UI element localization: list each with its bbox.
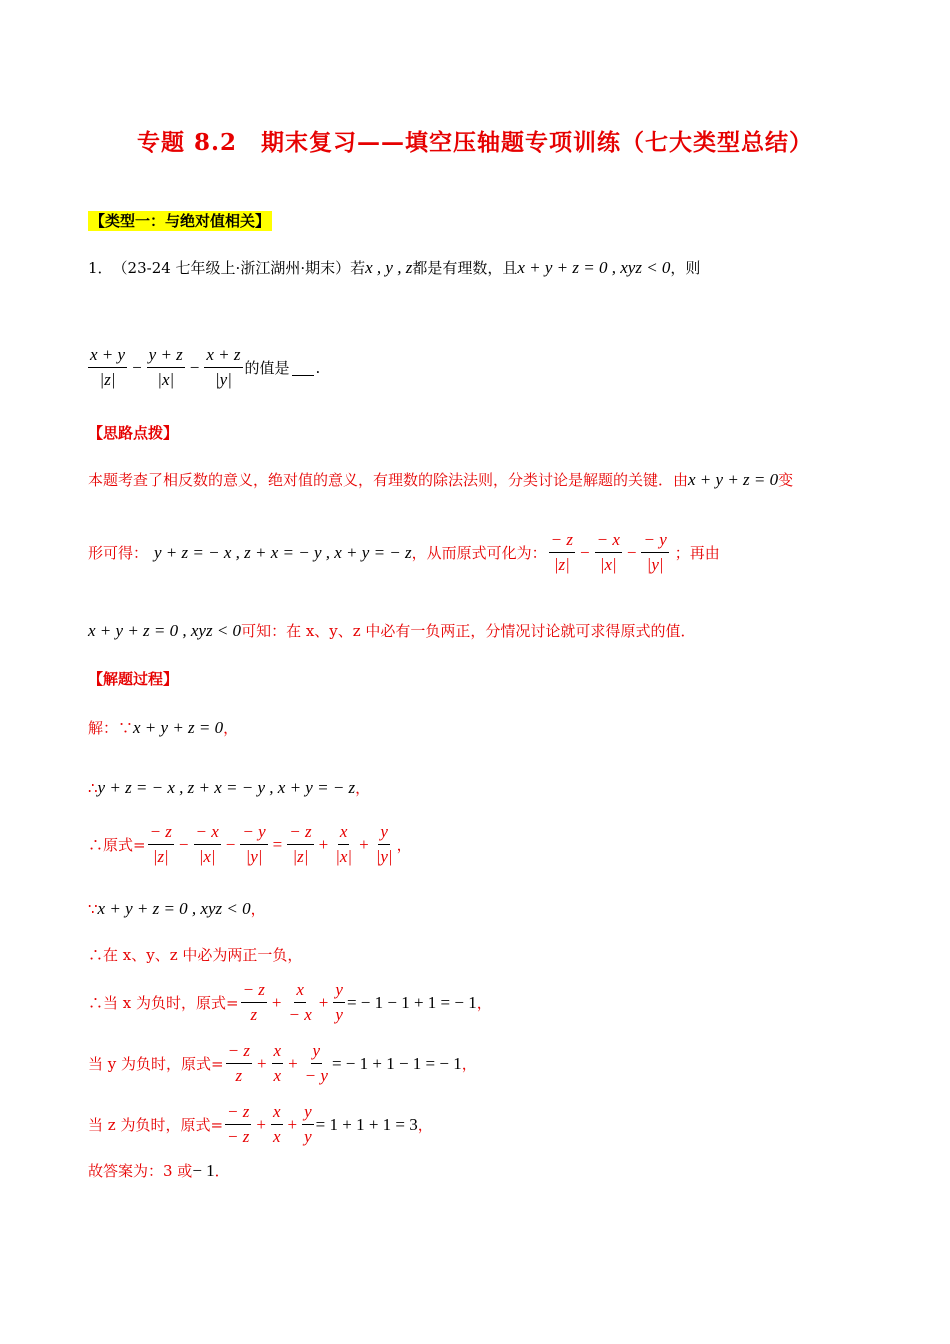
case-result: = 1 + 1 + 1 = 3 (315, 1114, 418, 1134)
solution-heading: 【解题过程】 (88, 670, 179, 688)
minus-sign: − (225, 834, 236, 854)
fraction: $\frac{x}{x}$ (273, 1041, 282, 1085)
hint-text-end: 变 (778, 471, 794, 489)
problem-tail: 的值是 (244, 359, 290, 377)
solution-step-1 (88, 717, 238, 738)
equals-sign: = (272, 834, 283, 854)
answer-value: − 1 (192, 1160, 215, 1180)
fraction: $\frac{y + z}{|x|}$ (148, 345, 183, 389)
case-result: = − 1 − 1 + 1 = − 1 (346, 992, 477, 1012)
fraction: $\frac{- z}{|z|}$ (550, 530, 573, 574)
fraction: $\frac{- x}{|x|}$ (596, 530, 620, 574)
hint-text-mid: ，从而原式可化为： (411, 544, 547, 562)
plus-sign: + (318, 992, 329, 1012)
fraction: $\frac{- z}{|z|}$ (289, 822, 312, 866)
minus-sign: − (189, 357, 200, 377)
case-result: = − 1 + 1 − 1 = − 1 (331, 1053, 462, 1073)
plus-sign: + (318, 834, 329, 854)
hint-line-2 (88, 530, 720, 575)
problem-text-c: ，则 (670, 259, 701, 277)
fraction: $\frac{x + z}{|y|}$ (206, 345, 241, 389)
fraction: $\frac{- x}{|x|}$ (195, 822, 219, 866)
solution-step-5: ∴在 x、y、z 中必为两正一负， (88, 946, 303, 964)
case-end: ， (476, 994, 492, 1012)
solution-answer (88, 1160, 230, 1181)
section-tag-label: 【类型一：与绝对值相关】 (90, 212, 271, 230)
step-math: x + y + z = 0 , xyz < 0 (97, 898, 251, 918)
hint-math: y + z = − x , z + x = − y , x + y = − z (154, 542, 412, 562)
problem-text-b: 都是有理数，且 (412, 259, 518, 277)
solution-case-y (88, 1041, 477, 1086)
step-end: ， (396, 836, 412, 854)
solution-step-2 (88, 777, 370, 798)
step-prefix: ∴原式= (88, 836, 146, 854)
step-prefix: ∵ (88, 899, 98, 918)
step-end: ， (250, 900, 266, 918)
problem-period: . (315, 358, 321, 377)
case-prefix: 当 y 为负时，原式= (88, 1055, 224, 1073)
answer-blank[interactable] (292, 360, 314, 376)
hint-math: x + y + z = 0 , xyz < 0 (88, 620, 242, 640)
step-math: x + y + z = 0 (133, 717, 224, 737)
fraction: $\frac{y}{|y|}$ (375, 822, 393, 866)
minus-sign: − (132, 357, 142, 377)
step-prefix: 解：∵ (88, 719, 134, 737)
plus-sign: + (288, 1053, 298, 1073)
case-prefix: ∴当 x 为负时，原式= (88, 994, 239, 1012)
solution-case-x (88, 980, 492, 1025)
fraction: $\frac{- z}{z}$ (227, 1041, 250, 1085)
minus-sign: − (626, 542, 637, 562)
section-tag (88, 210, 272, 231)
problem-text-a: 若 (350, 259, 366, 277)
hint-heading: 【思路点拨】 (88, 424, 179, 442)
fraction: $\frac{x}{- x}$ (288, 980, 312, 1024)
plus-sign: + (359, 834, 369, 854)
case-end: ， (417, 1116, 433, 1134)
solution-step-4 (88, 898, 266, 919)
plus-sign: + (256, 1053, 267, 1073)
fraction: $\frac{y}{- y}$ (304, 1041, 328, 1085)
hint-math: x + y + z = 0 (688, 469, 779, 489)
solution-step-3 (88, 822, 412, 867)
answer-text: 故答案为：3 或 (88, 1162, 193, 1180)
problem-number: 1． (88, 259, 113, 277)
page-title: 专题 8.2 期末复习——填空压轴题专项训练（七大类型总结） (136, 129, 814, 156)
hint-text: 形可得： (88, 544, 149, 562)
step-end: ， (223, 719, 239, 737)
fraction: $\frac{x}{|x|}$ (335, 822, 353, 866)
minus-sign: − (178, 834, 189, 854)
fraction: $\frac{x + y}{|z|}$ (90, 345, 126, 389)
fraction: $\frac{- y}{|y|}$ (643, 530, 667, 574)
hint-text: 本题考查了相反数的意义，绝对值的意义，有理数的除法法则，分类讨论是解题的关键．由 (88, 471, 689, 489)
solution-case-z (88, 1102, 433, 1147)
fraction: $\frac{- z}{- z}$ (227, 1102, 250, 1146)
answer-end: ． (214, 1162, 230, 1180)
step-prefix: ∴ (88, 778, 98, 797)
problem-vars: x , y , z (365, 257, 413, 277)
hint-line-3 (88, 620, 695, 641)
step-math: y + z = − x , z + x = − y , x + y = − z (97, 777, 356, 797)
plus-sign: + (287, 1114, 298, 1134)
plus-sign: + (256, 1114, 266, 1134)
case-end: ， (461, 1055, 477, 1073)
step-end: ， (355, 779, 371, 797)
problem-source: （23-24 七年级上·浙江湖州·期末） (112, 259, 351, 277)
hint-text: 可知：在 x、y、z 中必有一负两正，分情况讨论就可求得原式的值． (241, 622, 696, 640)
hint-text-end: ；再由 (674, 544, 720, 562)
problem-line-1 (88, 257, 700, 278)
problem-expression (86, 345, 320, 390)
plus-sign: + (271, 992, 282, 1012)
fraction: $\frac{- y}{|y|}$ (242, 822, 266, 866)
fraction: $\frac{- z}{z}$ (242, 980, 265, 1024)
hint-line-1 (88, 469, 793, 490)
fraction: $\frac{y}{y}$ (335, 980, 343, 1024)
minus-sign: − (580, 542, 590, 562)
fraction: $\frac{y}{y}$ (304, 1102, 312, 1146)
problem-condition: x + y + z = 0 , xyz < 0 (517, 257, 671, 277)
fraction: $\frac{- z}{|z|}$ (149, 822, 172, 866)
fraction: $\frac{x}{x}$ (272, 1102, 281, 1146)
case-prefix: 当 z 为负时，原式= (88, 1116, 224, 1134)
